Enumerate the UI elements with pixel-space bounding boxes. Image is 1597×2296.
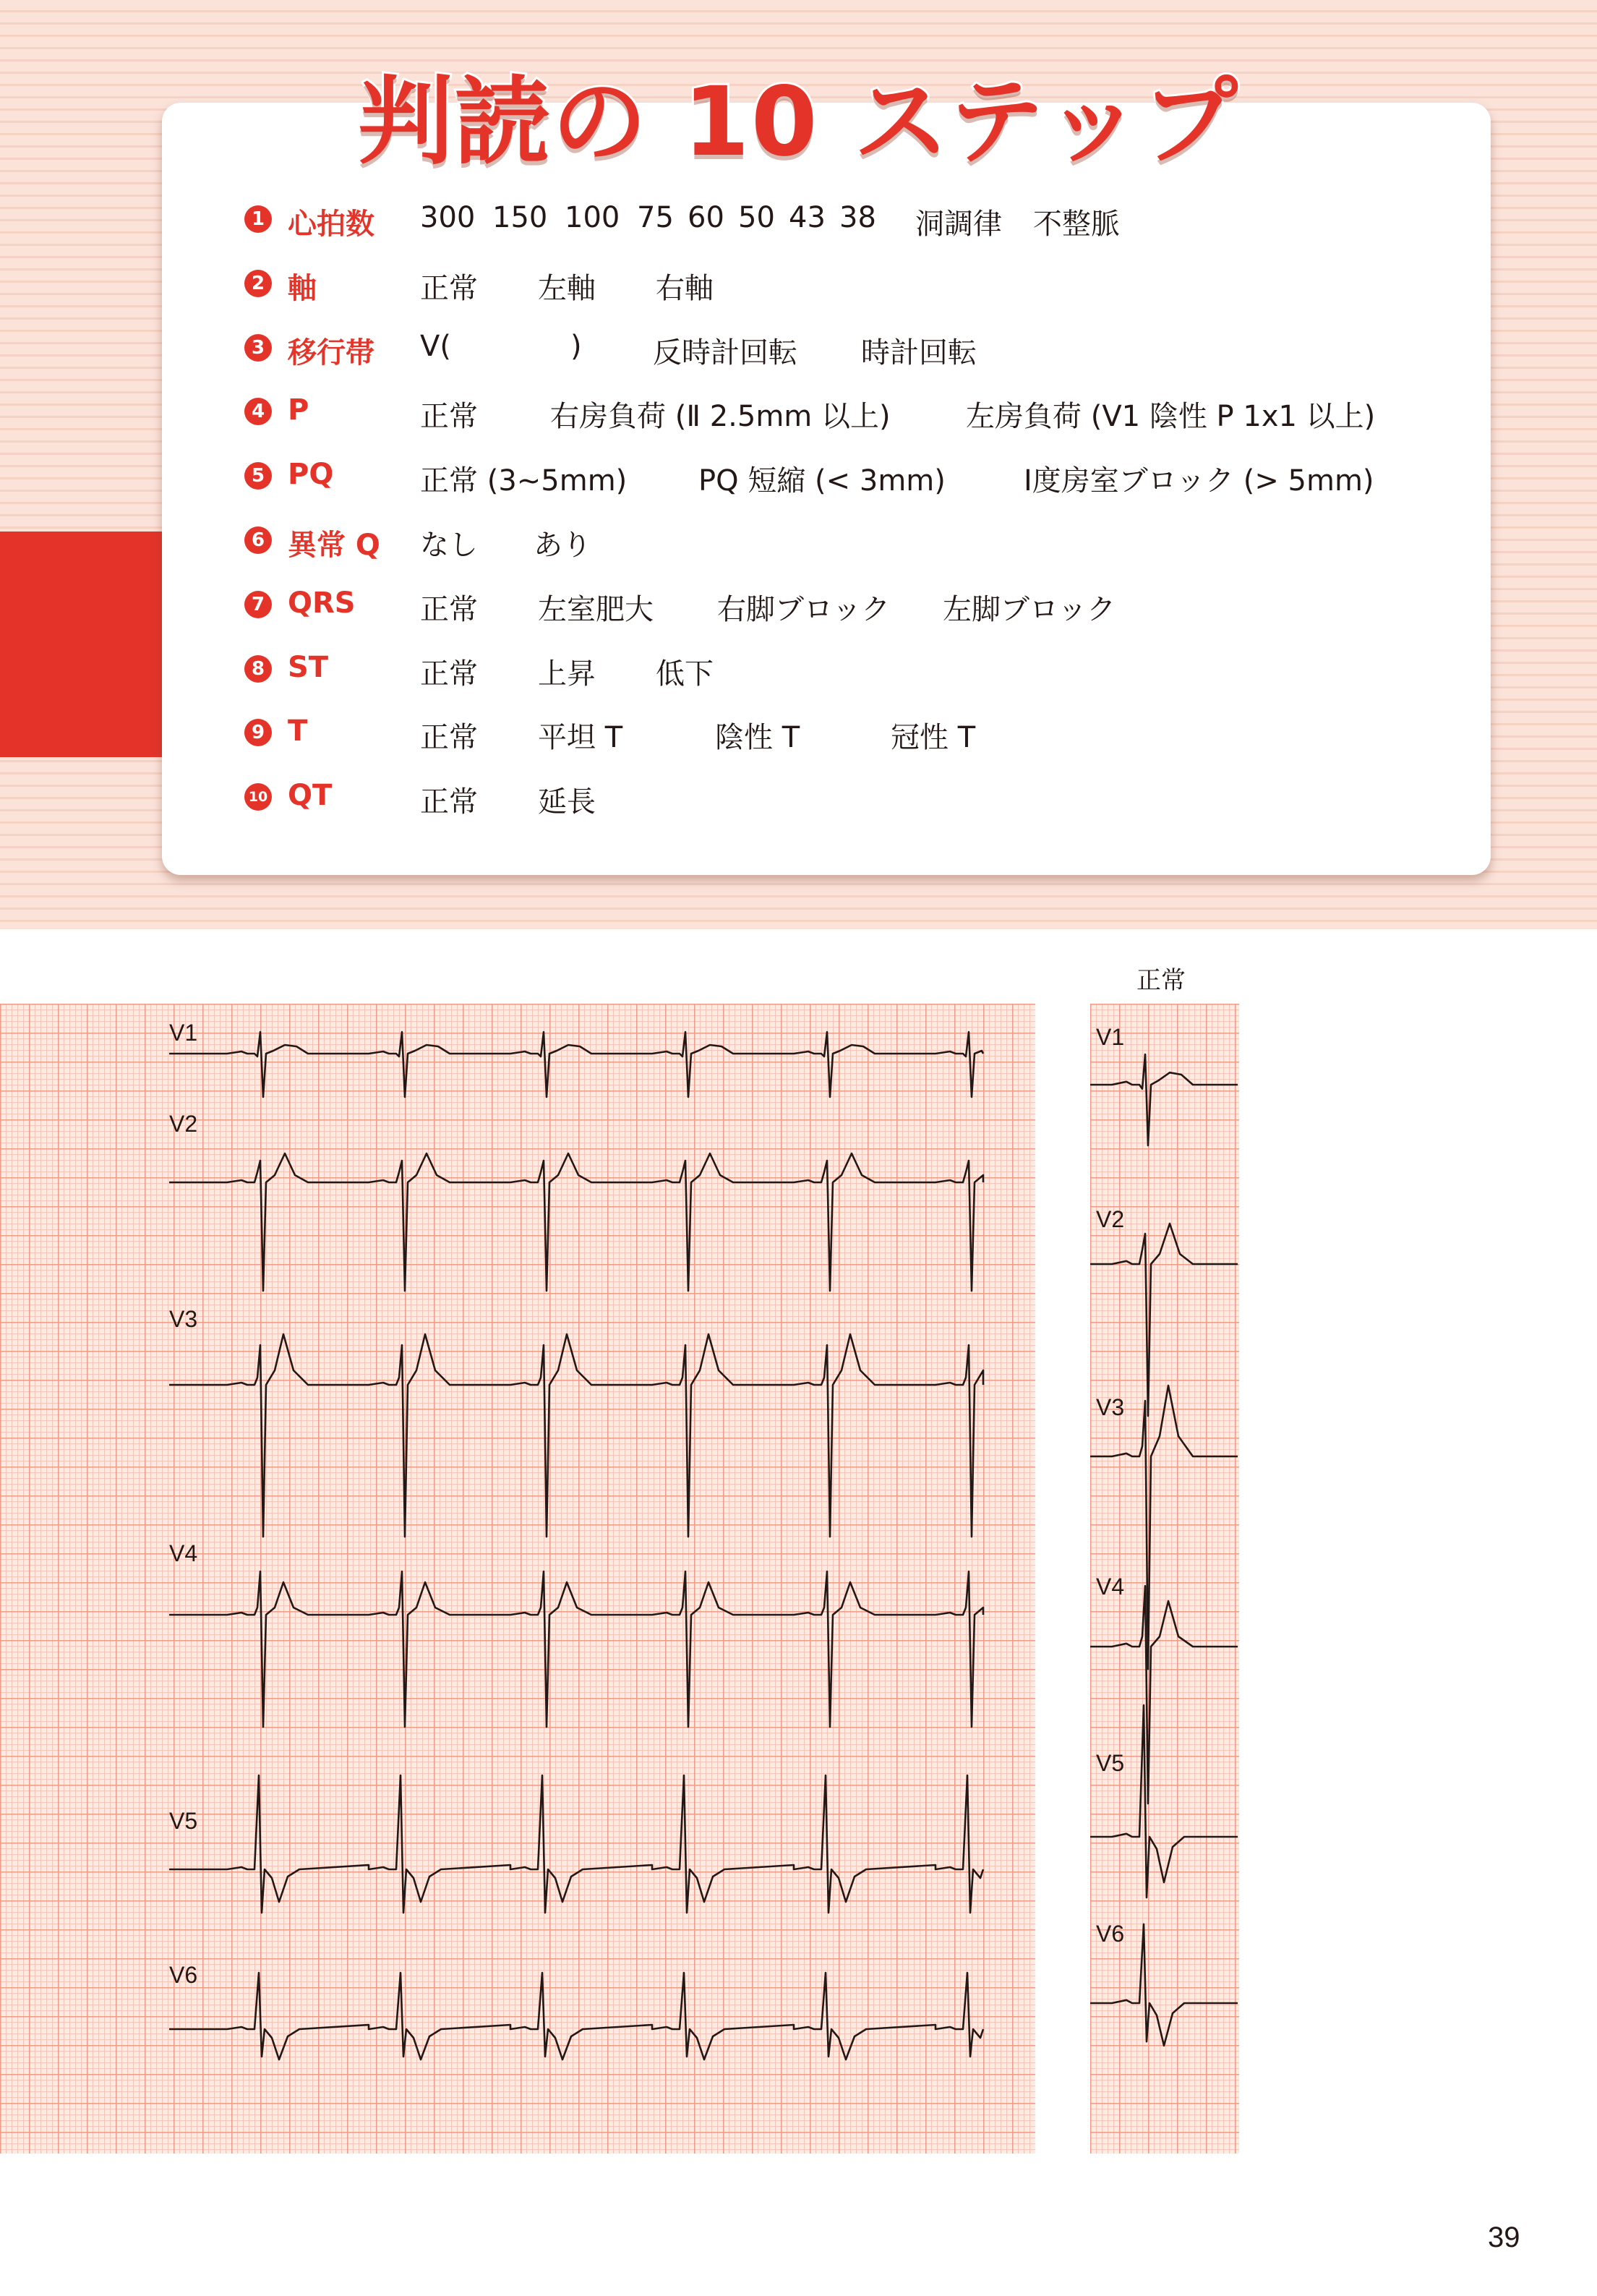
step-label: QT: [288, 779, 333, 813]
ecg-trace: [1090, 1224, 1238, 1416]
step-option: 38: [839, 201, 876, 234]
ecg-trace: [169, 1334, 983, 1537]
ecg-trace: [169, 1032, 983, 1097]
step-label: ST: [288, 650, 329, 684]
step-option: 正常: [420, 657, 478, 691]
step-option: 正常: [420, 400, 478, 434]
step-label: QRS: [288, 586, 356, 620]
step-option: 左室肥大: [538, 592, 654, 626]
ecg-trace: [1090, 1586, 1238, 1804]
step-number-badge: 6: [244, 526, 272, 554]
step-number-badge: 5: [244, 462, 272, 490]
step-number-badge: 7: [244, 591, 272, 618]
step-option: PQ 短縮 (< 3mm): [698, 464, 946, 498]
ecg-trace: [1090, 1705, 1238, 1898]
step-label: 心拍数: [288, 208, 374, 241]
step-option: 右脚ブロック: [717, 592, 891, 626]
step-option: 低下: [656, 657, 714, 691]
step-option: 300: [420, 201, 476, 234]
step-option: 右軸: [656, 271, 714, 305]
step-number-badge: 1: [244, 205, 272, 233]
lead-label: V4: [169, 1540, 198, 1566]
step-number-badge: 2: [244, 270, 272, 297]
step-number-badge: 3: [244, 334, 272, 362]
step-option: 陰性 T: [715, 721, 800, 755]
step-option: 正常: [420, 271, 478, 305]
step-option: 上昇: [538, 657, 596, 691]
lead-label: V3: [1096, 1394, 1125, 1420]
step-option: ): [570, 329, 582, 363]
step-option: 洞調律: [915, 208, 1002, 241]
step-option: 正常 (3~5mm): [420, 464, 628, 498]
step-option: なし: [420, 528, 478, 562]
lead-label: V2: [169, 1111, 198, 1137]
step-option: あり: [534, 528, 591, 562]
step-option: 75: [637, 201, 674, 234]
step-number-badge: 9: [244, 719, 272, 746]
step-option: 正常: [420, 592, 478, 626]
lead-label: V6: [1096, 1921, 1125, 1947]
step-option: 正常: [420, 785, 478, 819]
normal-ecg-heading: 正常: [1136, 966, 1186, 995]
step-option: 反時計回転: [653, 336, 797, 370]
step-label: 異常 Q: [288, 528, 380, 562]
lead-label: V1: [169, 1020, 198, 1046]
ecg-trace: [169, 1571, 983, 1727]
lead-label: V2: [1096, 1206, 1125, 1232]
step-option: 左脚ブロック: [943, 592, 1116, 626]
ecg-trace: [1090, 1924, 1238, 2046]
step-number-badge: 4: [244, 398, 272, 425]
step-option: 右房負荷 (Ⅱ 2.5mm 以上): [550, 400, 891, 434]
step-option: 50: [738, 201, 775, 234]
step-option: 43: [789, 201, 826, 234]
step-option: 平坦 T: [538, 721, 623, 755]
lead-label: V5: [169, 1808, 198, 1834]
step-option: 不整脈: [1033, 208, 1120, 241]
step-label: P: [288, 393, 309, 427]
step-option: 左房負荷 (V1 陰性 P 1x1 以上): [966, 400, 1376, 434]
step-option: 左軸: [538, 271, 596, 305]
lead-label: V3: [169, 1306, 198, 1332]
step-label: 軸: [288, 271, 317, 305]
step-number-badge: 10: [244, 783, 272, 811]
lead-label: V6: [169, 1962, 198, 1988]
step-option: 150: [492, 201, 548, 234]
step-number-badge: 8: [244, 655, 272, 683]
step-option: 60: [688, 201, 724, 234]
step-option: 正常: [420, 721, 478, 755]
lead-label: V4: [1096, 1574, 1125, 1600]
step-label: PQ: [288, 458, 334, 492]
lead-label: V1: [1096, 1024, 1125, 1050]
ecg-trace: [169, 1973, 983, 2060]
ecg-trace: [169, 1153, 983, 1291]
step-option: 延長: [538, 785, 596, 819]
step-option: 時計回転: [861, 336, 977, 370]
ecg-trace: [1090, 1386, 1238, 1669]
step-label: T: [288, 714, 308, 748]
step-label: 移行帯: [288, 336, 374, 370]
ecg-trace: [169, 1775, 983, 1913]
step-option: 冠性 T: [891, 721, 976, 755]
step-option: V(: [420, 329, 451, 363]
ecg-trace: [1090, 1054, 1238, 1145]
step-option: Ⅰ度房室ブロック (> 5mm): [1024, 464, 1374, 498]
page-number: 39: [1488, 2222, 1520, 2253]
step-option: 100: [565, 201, 620, 234]
page-title: 判読の 10 ステップ: [358, 67, 1239, 178]
lead-label: V5: [1096, 1750, 1125, 1776]
